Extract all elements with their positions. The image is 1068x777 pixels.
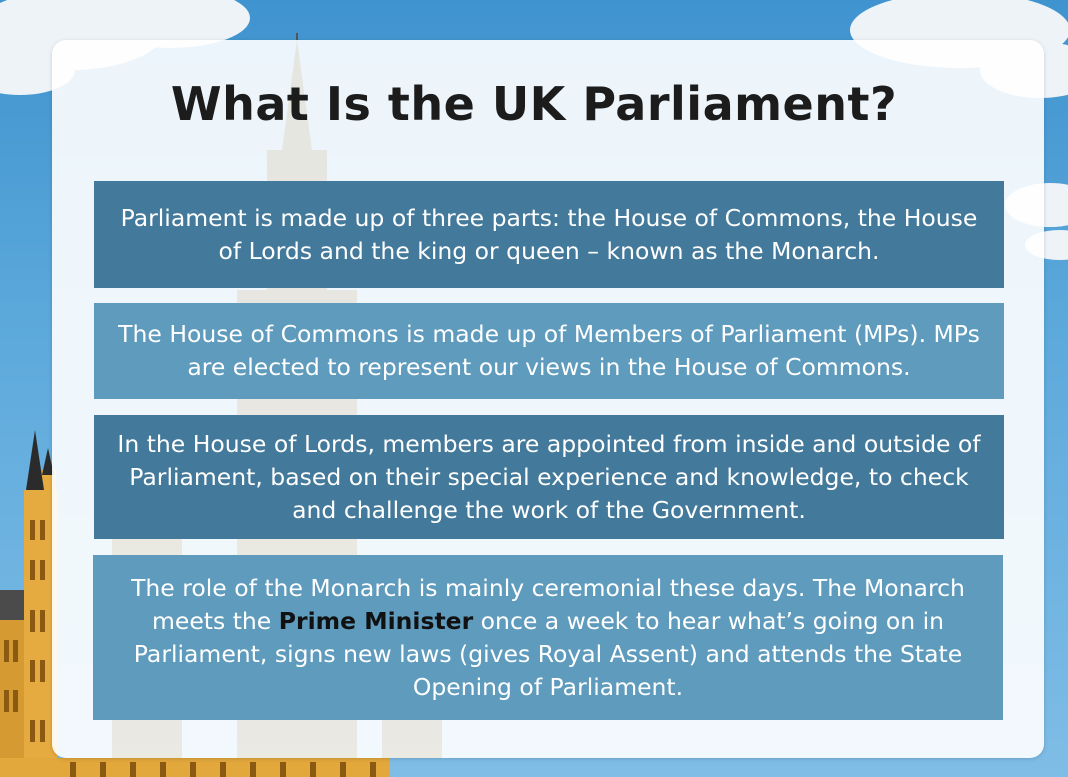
house-of-commons-panel bbox=[94, 303, 1004, 399]
monarch-text-end: once a week to hear what’s going on in Parliament, signs new laws (gives Royal Assent) and attends the State Opening of Parliament. bbox=[133, 606, 963, 701]
monarch-panel bbox=[93, 555, 1003, 720]
monarch-text-start: The role of the Monarch is mainly ceremonial these days. The Monarch meets the bbox=[131, 573, 965, 635]
house-of-lords-panel bbox=[94, 415, 1004, 539]
parliament-parts-text: Parliament is made up of three parts: the House of Commons, the House of Lords and the king or queen – known as the Monarch. bbox=[120, 203, 978, 265]
page-title: What Is the UK Parliament? bbox=[170, 77, 898, 131]
parliament-parts-panel bbox=[94, 181, 1004, 288]
house-of-commons-text: The House of Commons is made up of Members of Parliament (MPs). MPs are elected to represent our views in the House of Commons. bbox=[118, 320, 980, 381]
house-of-lords-text: In the House of Lords, members are appointed from inside and outside of Parliament, based on their special experience and knowledge, to check and challenge the work of the Government. bbox=[117, 429, 981, 524]
monarch-text bbox=[105, 572, 991, 704]
prime-minister-term: Prime Minister bbox=[278, 606, 474, 635]
